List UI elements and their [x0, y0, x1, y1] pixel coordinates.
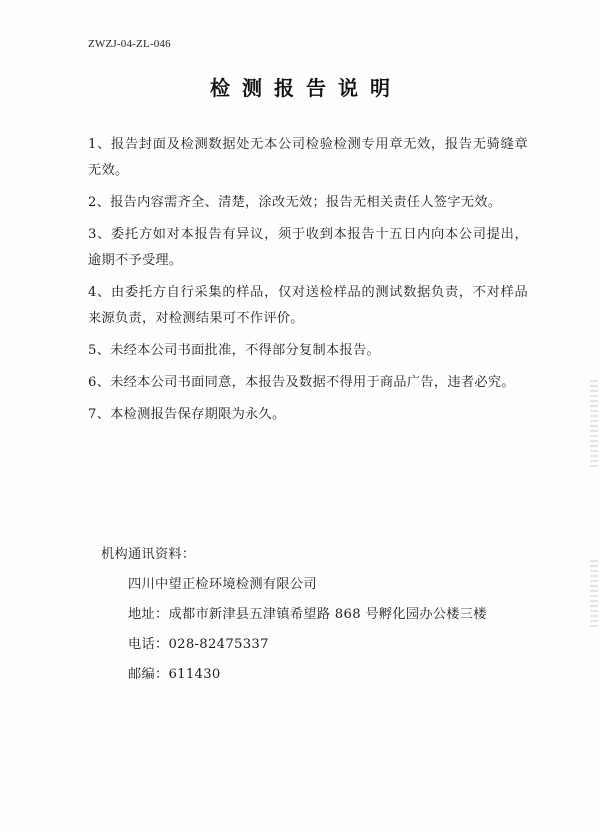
rule-text: 委托方如对本报告有异议，须于收到本报告十五日内向本公司提出，逾期不予受理。: [88, 227, 528, 268]
postcode-line: [128, 660, 548, 690]
phone-value: 028-82475337: [168, 637, 269, 652]
rule-text: 报告内容需齐全、清楚，涂改无效；报告无相关责任人签字无效。: [110, 195, 502, 210]
rule-text: 未经本公司书面批准，不得部分复制本报告。: [110, 343, 380, 358]
rule-item-6: [88, 370, 528, 396]
phone-line: [128, 630, 548, 660]
rule-item-1: [88, 132, 528, 184]
rule-text: 未经本公司书面同意，本报告及数据不得用于商品广告，违者必究。: [110, 375, 515, 390]
rule-number: 1、: [88, 137, 112, 152]
postcode-label: 邮编：: [128, 667, 169, 682]
document-title: 检测报告说明: [210, 76, 402, 100]
rule-text: 报告封面及检测数据处无本公司检验检测专用章无效，报告无骑缝章无效。: [88, 137, 528, 178]
seal-edge-mark: [590, 380, 598, 470]
phone-label: 电话：: [128, 637, 169, 652]
seal-edge-mark: [590, 560, 598, 630]
rule-item-5: [88, 338, 528, 364]
address-label: 地址：: [128, 607, 169, 622]
rule-number: 6、: [88, 375, 111, 390]
rule-item-3: [88, 222, 528, 274]
rule-text: 本检测报告保存期限为永久。: [110, 407, 286, 422]
contact-heading: 机构通讯资料：: [101, 547, 196, 562]
rule-text: 由委托方自行采集的样品，仅对送检样品的测试数据负责，不对样品来源负责，对检测结果可不作评价。: [88, 285, 528, 326]
rule-item-7: [88, 402, 528, 428]
document-code: ZWZJ-04-ZL-046: [88, 38, 171, 50]
address-value: 成都市新津县五津镇希望路 868 号孵化园办公楼三楼: [168, 607, 487, 622]
address-line: [128, 600, 548, 630]
rule-item-4: [88, 280, 528, 332]
company-name: 四川中望正检环境检测有限公司: [128, 577, 317, 592]
rule-number: 5、: [88, 343, 111, 358]
contact-block: [128, 570, 548, 690]
rule-number: 3、: [88, 227, 112, 242]
postcode-value: 611430: [168, 667, 221, 682]
rule-item-2: [88, 190, 528, 216]
rule-number: 7、: [88, 407, 111, 422]
rules-list: [88, 132, 528, 434]
rule-number: 2、: [88, 195, 111, 210]
rule-number: 4、: [88, 285, 112, 300]
